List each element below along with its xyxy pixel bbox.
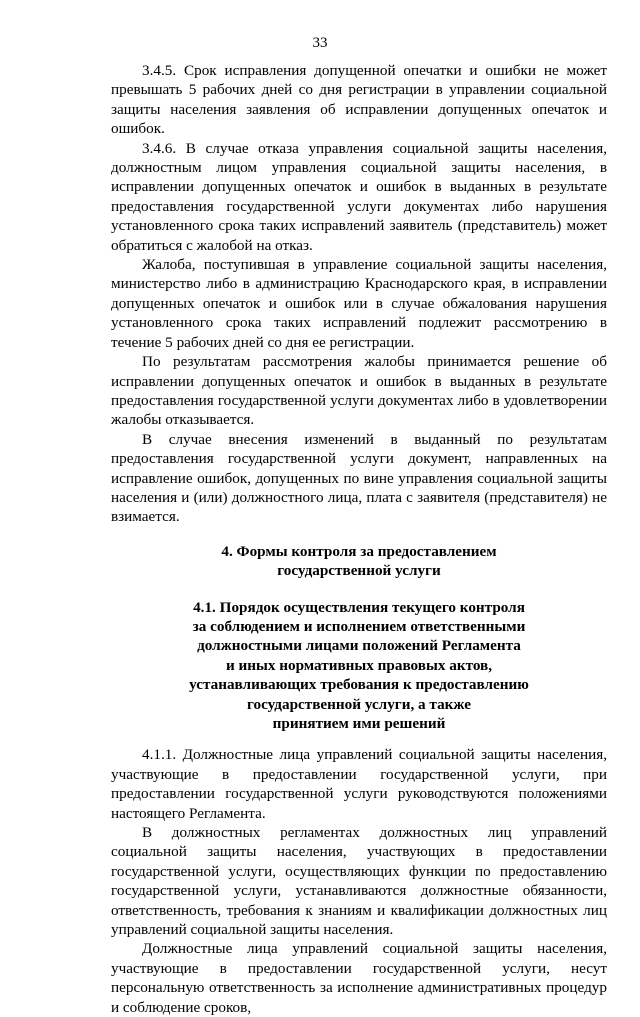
section-heading-4 xyxy=(111,542,607,581)
paragraph-responsibility: Должностные лица управлений социальной защиты населения, участвующие в предоставлении государственной услуги, несут персональную ответственность за исполнение административных процедур и соблюдение сроков, xyxy=(111,940,607,1016)
subsection-heading-4-1 xyxy=(111,598,607,734)
document-body xyxy=(111,61,607,1017)
paragraph-4-1-1: 4.1.1. Должностные лица управлений социальной защиты населения, участвующие в предоставлении государственной услуги, при предоставлении государственной услуги руководствуются положениями настоящего Регламента. xyxy=(111,746,607,822)
section-heading-line-1: 4. Формы контроля за предоставлением xyxy=(221,542,497,560)
paragraph-complaint-result: По результатам рассмотрения жалобы принимается решение об исправлении допущенных опечаток и ошибок в выданных в результате предоставления государственной услуги документах либо в удовлетворении жалобы отказывается. xyxy=(111,353,607,429)
paragraph-complaint: Жалоба, поступившая в управление социальной защиты населения, министерство либо в администрацию Краснодарского края, в исправлении допущенных опечаток и ошибок или в случае обжалования нарушения установленного срока таких исправлений подлежит рассмотрению в течение 5 рабочих дней со дня ее регистрации. xyxy=(111,256,607,351)
subsection-heading-line-4: и иных нормативных правовых актов, xyxy=(225,656,493,674)
subsection-heading-line-3: должностными лицами положений Регламента xyxy=(197,637,521,655)
subsection-heading-line-6: государственной услуги, а также xyxy=(247,695,471,713)
page-number: 33 xyxy=(312,35,328,51)
subsection-heading-line-1: 4.1. Порядок осуществления текущего контроля xyxy=(193,598,525,616)
paragraph-3-4-6: 3.4.6. В случае отказа управления социальной защиты населения, должностным лицом управления социальной защиты населения, в исправлении допущенных опечаток и ошибок в выданных в результате предоставления государственной услуги документах либо нарушения установленного срока таких исправлений заявитель (представитель) может обратиться с жалобой на отказ. xyxy=(111,139,607,254)
paragraph-3-4-5: 3.4.5. Срок исправления допущенной опечатки и ошибки не может превышать 5 рабочих дней со дня регистрации в управлении социальной защиты населения заявления об исправлении допущенных опечаток и ошибок. xyxy=(111,62,607,138)
paragraph-no-fee: В случае внесения изменений в выданный по результатам предоставления государственной услуги документ, направленных на исправление ошибок, допущенных по вине управления социальной защиты населения и (или) должностного лица, плата с заявителя (представителя) не взимается. xyxy=(111,430,607,526)
subsection-heading-line-2: за соблюдением и исполнением ответственными xyxy=(192,617,526,635)
paragraph-job-regulations: В должностных регламентах должностных лиц управлений социальной защиты населения, участвующих в предоставлении государственной услуги, осуществляющих функции по предоставлению государственной услуги, устанавливаются должностные обязанности, ответственность, требования к знаниям и квалификации должностных лиц управлений социальной защиты населения. xyxy=(111,824,607,939)
subsection-heading-line-7: принятием ими решений xyxy=(272,715,446,732)
section-heading-line-2: государственной услуги xyxy=(277,562,441,580)
subsection-heading-line-5: устанавливающих требования к предоставлению xyxy=(189,676,529,694)
